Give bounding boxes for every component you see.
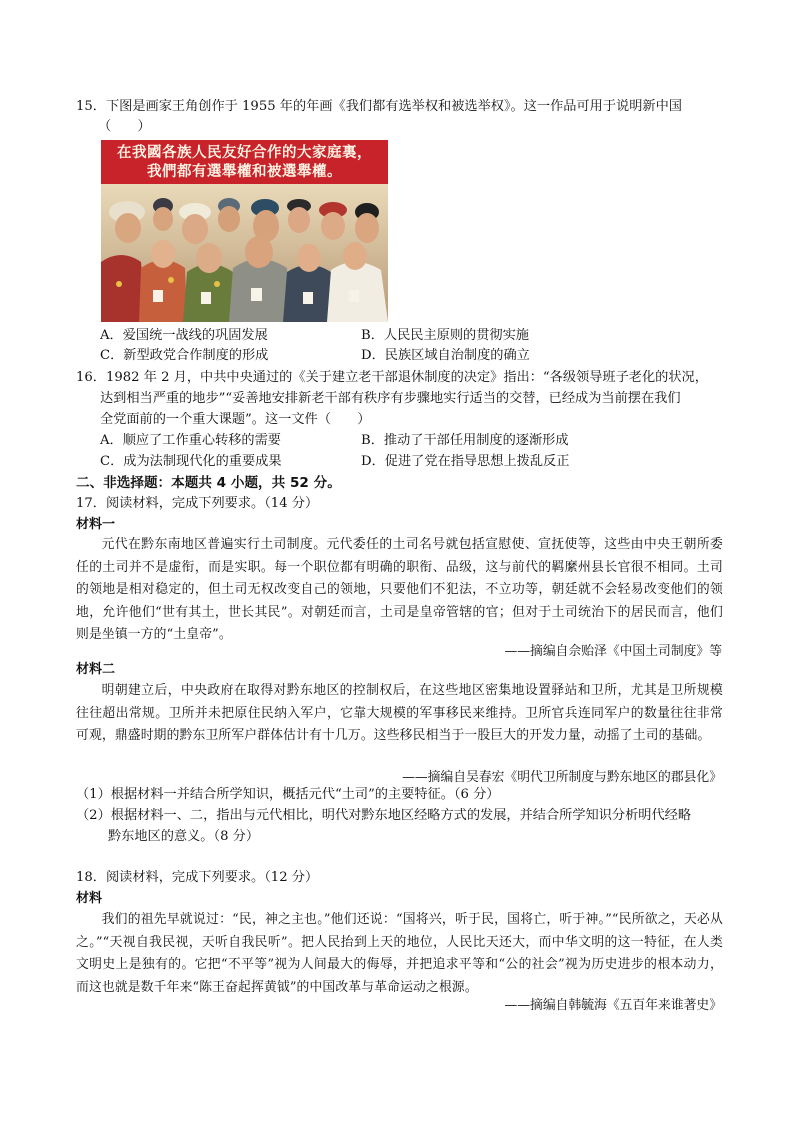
poster-banner-line1: 在我國各族人民友好合作的大家庭裏， <box>117 145 372 161</box>
q17-material2-text: 明朝建立后，中央政府在取得对黔东地区的控制权后，在这些地区密集地设置驿站和卫所，尤其是卫所规模往往超出常规。卫所并未把原住民纳入军户，它靠大规模的军事移民来维持。卫所官兵连同军户的数量往往非常可观，鼎盛时期的黔东卫所军户群体估计有十几万。这些移民相当于一股巨大的开发力量，动摇了土司的基础。 <box>76 683 723 743</box>
q18-material-source: ——摘编自韩毓海《五百年来谁著史》 <box>504 998 722 1013</box>
q17-material1-source: ——摘编自佘贻泽《中国土司制度》等 <box>504 644 722 659</box>
q17-subquestion-2-line1: （2）根据材料一、二，指出与元代相比，明代对黔东地区经略方式的发展，并结合所学知识分析明代经略 <box>76 808 692 823</box>
q17-subquestion-1: （1）根据材料一并结合所学知识，概括元代“土司”的主要特征。（6 分） <box>76 787 500 802</box>
q17-material2-source: ——摘编自吴春宏《明代卫所制度与黔东地区的郡县化》 <box>402 770 722 785</box>
q15-answer-blank: （ ） <box>98 119 151 134</box>
poster-banner-line2: 我們都有選舉權和被選舉權。 <box>147 164 342 180</box>
poster-banner <box>101 140 388 184</box>
q18-stem: 18．阅读材料，完成下列要求。（12 分） <box>76 870 319 885</box>
q16-stem-line3: 全党面前的一个重大课题”。这一文件（ ） <box>100 412 371 427</box>
q15-stem: 15．下图是画家王角创作于 1955 年的年画《我们都有选举权和被选举权》。这一作品可用于说明新中国 <box>76 99 682 114</box>
q16-option-c: C．成为法制现代化的重要成果 <box>100 454 282 469</box>
q17-material1-title: 材料一 <box>76 517 116 532</box>
section-title: 二、非选择题：本题共 4 小题，共 52 分。 <box>76 475 341 491</box>
q18-material-title: 材料 <box>76 891 103 906</box>
q15-option-b: B．人民民主原则的贯彻实施 <box>361 328 529 343</box>
q17-material2-title: 材料二 <box>76 662 116 677</box>
q16-option-b: B．推动了干部任用制度的逐渐形成 <box>361 433 569 448</box>
poster-people-illustration <box>101 184 388 322</box>
q16-stem-line2: 达到相当严重的地步”“妥善地安排新老干部有秩序有步骤地实行适当的交替，已经成为当前摆在我们 <box>100 391 681 406</box>
q17-material1-text: 元代在黔东南地区普遍实行土司制度。元代委任的土司名号就包括宣慰使、宣抚使等，这些由中央王朝所委任的土司并不是虚衔，而是实职。每一个职位都有明确的职衔、品级，这与前代的羁縻州县长官很不相同。土司的领地是相对稳定的，但土司无权改变自己的领地，只要他们不犯法，不立功等，朝廷就不会轻易改变他们的领地，允许他们“世有其土，世长其民”。对朝廷而言，土司是皇帝管辖的官；但对于土司统治下的居民而言，他们则是坐镇一方的“土皇帝”。 <box>76 537 723 642</box>
q15-option-d: D．民族区域自治制度的确立 <box>361 348 530 363</box>
q18-material-text: 我们的祖先早就说过：“民，神之主也。”他们还说：“国将兴，听于民，国将亡，听于神。”“民所欲之，天必从之。”“天视自我民视，天听自我民听”。把人民抬到上天的地位，人民比天还大，而中华文明的这一特征，在人类文明史上是独有的。它把“不平等”视为人间最大的侮辱，并把追求平等和“公的社会”视为历史进步的根本动力，而这也就是数千年来“陈王奋起挥黄钺”的中国改革与革命运动之根源。 <box>76 912 723 995</box>
q15-option-c: C．新型政党合作制度的形成 <box>100 348 269 363</box>
q16-option-a: A．顺应了工作重心转移的需要 <box>100 433 281 448</box>
q15-option-a: A．爱国统一战线的巩固发展 <box>100 328 268 343</box>
q16-option-d: D．促进了党在指导思想上拨乱反正 <box>361 454 570 469</box>
q17-stem: 17．阅读材料，完成下列要求。（14 分） <box>76 496 319 511</box>
q16-stem-line1: 16．1982 年 2 月，中共中央通过的《关于建立老干部退休制度的决定》指出：“各级领导班子老化的状况， <box>76 370 708 385</box>
q17-subquestion-2-line2: 黔东地区的意义。（8 分） <box>108 829 260 844</box>
poster-image <box>101 140 388 322</box>
